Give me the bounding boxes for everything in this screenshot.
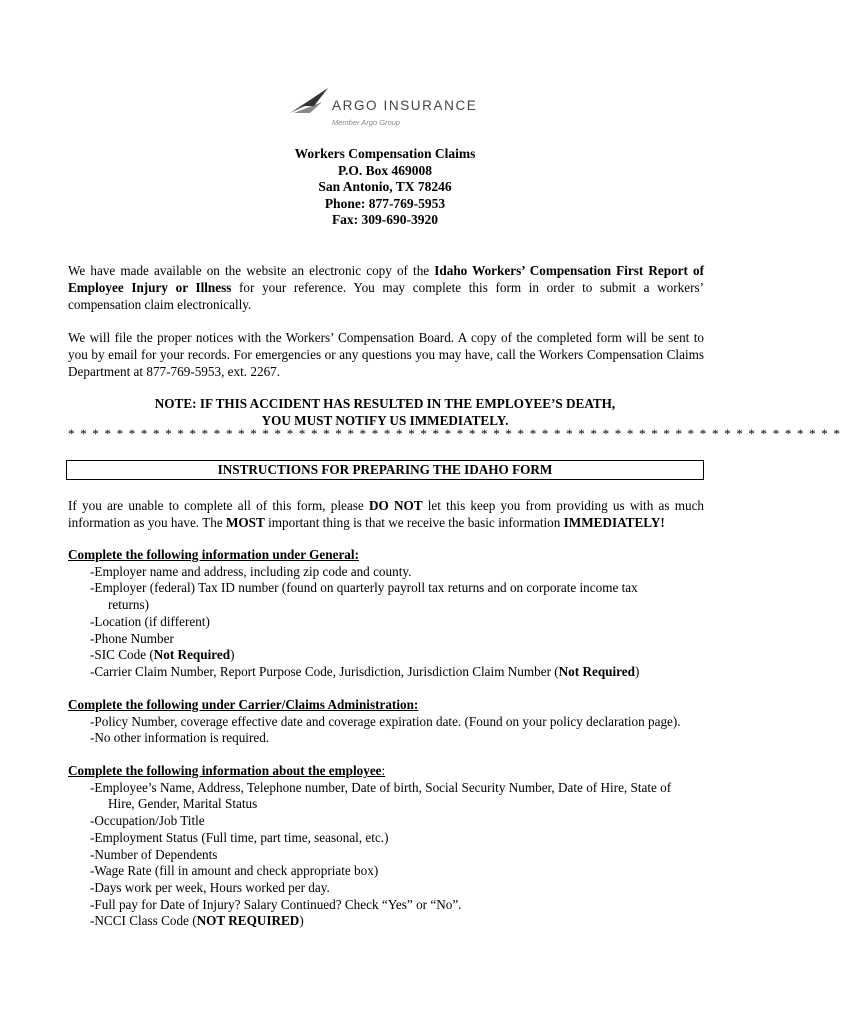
- logo-subtitle: Member Argo Group: [332, 118, 401, 127]
- intro-text: for your reference. You may complete this form in order to submit a workers’ compensation claim electronically.: [68, 280, 704, 312]
- list-item: -Employee’s Name, Address, Telephone number, Date of birth, Social Security Number, Date of Hire, State of: [90, 779, 672, 795]
- list-item: -Occupation/Job Title: [90, 813, 205, 829]
- instructions-title-box: INSTRUCTIONS FOR PREPARING THE IDAHO FORM: [66, 460, 704, 480]
- list-item: -Phone Number: [90, 630, 174, 646]
- list-item: -Employment Status (Full time, part time, seasonal, etc.): [90, 829, 389, 845]
- item-text: -SIC Code (: [90, 647, 154, 663]
- heading-colon: :: [381, 763, 386, 778]
- argo-wing-icon: [288, 86, 332, 116]
- item-bold: Not Required: [558, 663, 635, 679]
- employee-heading: [68, 763, 718, 780]
- instr-text: important thing is that we receive the basic information: [264, 515, 564, 530]
- list-item: -No other information is required.: [90, 730, 270, 746]
- list-item: -Employer (federal) Tax ID number (found on quarterly payroll tax returns and on corporate income tax: [90, 580, 638, 596]
- general-heading: Complete the following information under General:: [68, 547, 359, 562]
- list-item: -Employer name and address, including zip code and county.: [90, 563, 412, 579]
- death-notice: [0, 396, 770, 429]
- argo-logo: [288, 86, 488, 132]
- item-bold: Not Required: [153, 647, 231, 663]
- list-item: -Number of Dependents: [90, 846, 218, 862]
- carrier-section: [68, 697, 718, 747]
- item-text: ): [230, 647, 235, 663]
- form-title-bold: Idaho Workers’ Compensation First Report of Employee Injury or Illness: [68, 263, 705, 295]
- item-text: ): [634, 663, 640, 679]
- address-line-1: Workers Compensation Claims: [294, 146, 476, 161]
- logo-name: ARGO INSURANCE: [332, 98, 478, 113]
- instr-bold: IMMEDIATELY!: [563, 515, 665, 530]
- asterisk-divider: * * * * * * * * * * * * * * * * * * * * * * * * * * * * * * * * * * * * * * * * * * * * * * * * * * * * * * * * * * * * * * * *: [68, 426, 841, 441]
- item-text: ): [299, 913, 304, 929]
- item-text: -Carrier Claim Number, Report Purpose Code, Jurisdiction, Jurisdiction Claim Number (: [90, 663, 559, 679]
- claims-address: [0, 146, 770, 229]
- instr-text: let this keep you from providing us with as much information as you have. The: [68, 498, 705, 530]
- list-item-continued: Hire, Gender, Marital Status: [108, 796, 258, 812]
- instr-text: If you are unable to complete all of this form, please: [68, 498, 369, 513]
- address-line-3: San Antonio, TX 78246: [318, 179, 452, 195]
- employee-section: [68, 763, 718, 930]
- intro-paragraph-1: [68, 262, 704, 313]
- list-item: -Policy Number, coverage effective date and coverage expiration date. (Found on your policy declaration page).: [90, 713, 681, 729]
- list-item: -Full pay for Date of Injury? Salary Continued? Check “Yes” or “No”.: [90, 896, 462, 912]
- instructions-paragraph: [68, 497, 704, 531]
- intro-paragraph-2: We will file the proper notices with the Workers’ Compensation Board. A copy of the completed form will be sent to you by email for your records. For emergencies or any questions you may have, call the Workers Compensation Claims Department at 877-769-5953, ext. 2267.: [68, 330, 704, 379]
- list-item: [68, 664, 718, 681]
- carrier-heading: Complete the following under Carrier/Claims Administration:: [68, 697, 419, 712]
- intro-text: We have made available on the website an electronic copy of the: [68, 263, 435, 278]
- employee-heading-text: Complete the following information about the employee: [68, 763, 382, 778]
- item-bold: NOT REQUIRED: [196, 913, 300, 929]
- general-section: [68, 547, 718, 681]
- instr-bold: DO NOT: [368, 498, 423, 513]
- list-item: [68, 647, 718, 664]
- list-item: -Location (if different): [90, 613, 210, 629]
- list-item: -Days work per week, Hours worked per day.: [90, 879, 330, 895]
- list-item-continued: returns): [108, 597, 150, 613]
- item-text: -NCCI Class Code (: [90, 913, 197, 929]
- address-phone: Phone: 877-769-5953: [324, 195, 446, 211]
- address-fax: Fax: 309-690-3920: [331, 212, 439, 228]
- instr-bold: MOST: [225, 515, 265, 530]
- address-line-2: P.O. Box 469008: [337, 162, 432, 178]
- note-line-2: YOU MUST NOTIFY US IMMEDIATELY.: [261, 412, 509, 428]
- list-item: -Wage Rate (fill in amount and check appropriate box): [90, 863, 379, 879]
- note-line-1: NOTE: IF THIS ACCIDENT HAS RESULTED IN THE EMPLOYEE’S DEATH,: [154, 396, 616, 411]
- list-item: [68, 913, 718, 930]
